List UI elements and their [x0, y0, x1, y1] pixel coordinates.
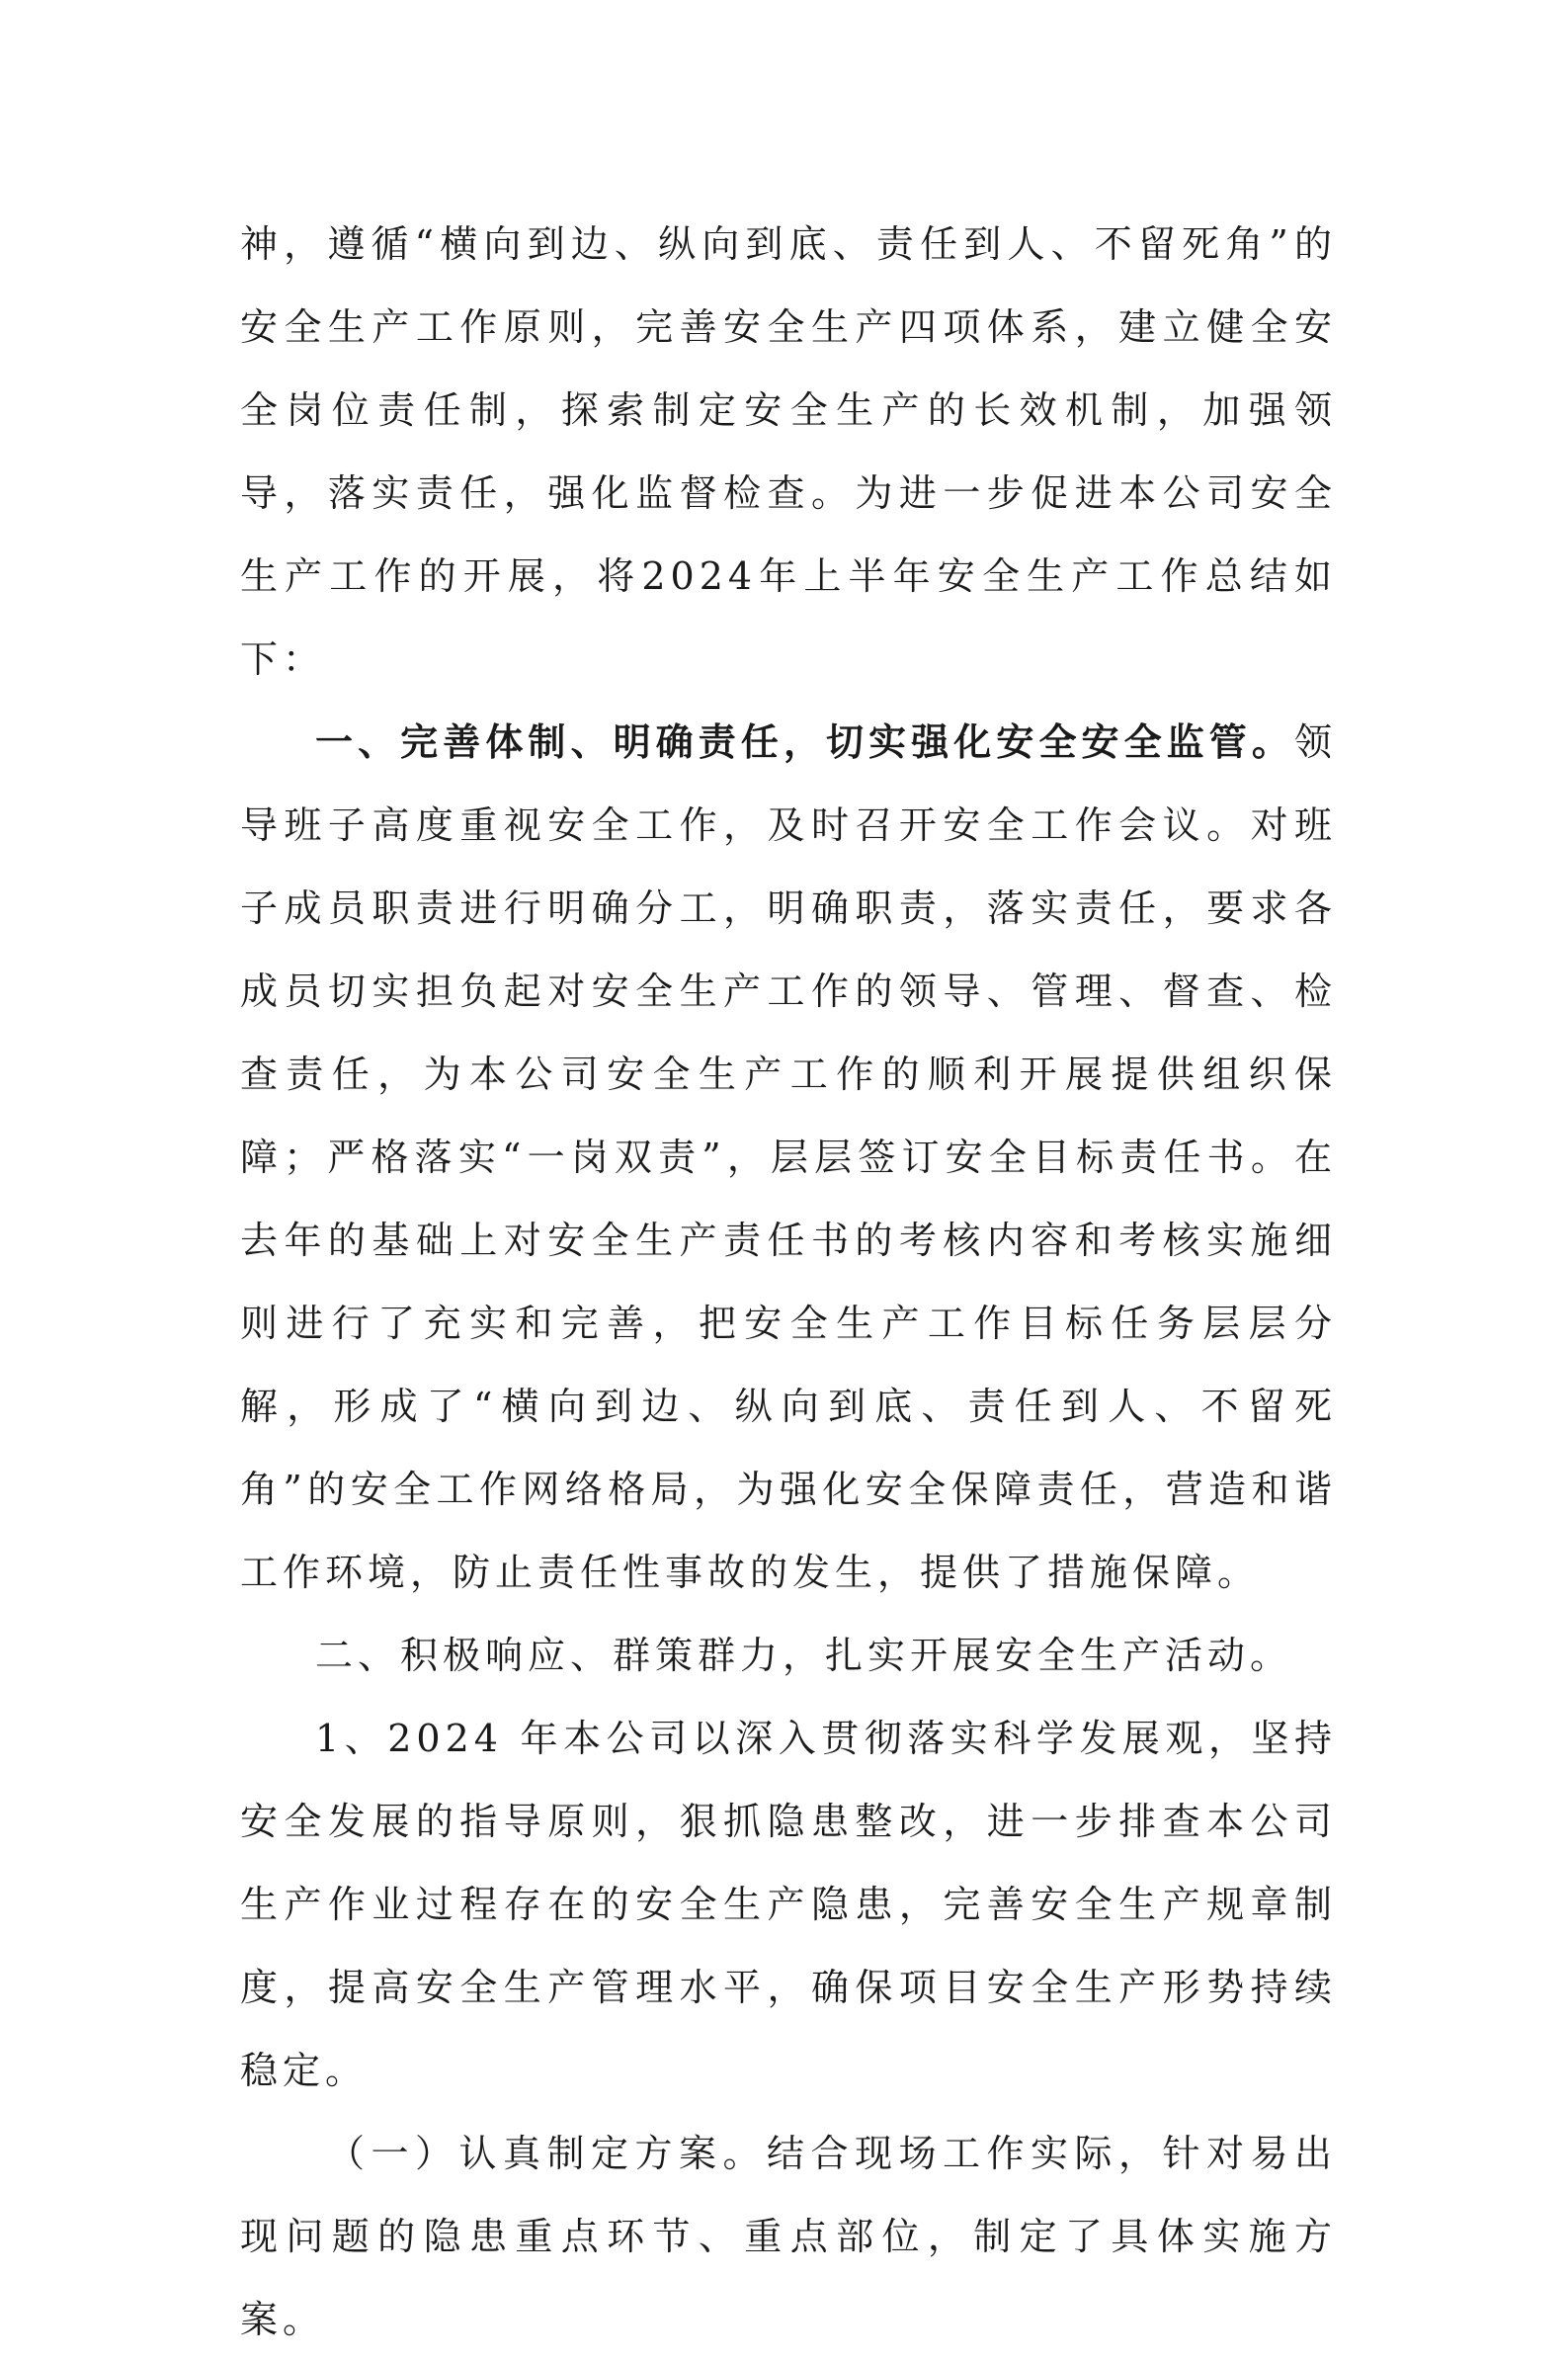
paragraph-item-one: [240, 1697, 1337, 2112]
paragraph-section-two-heading: [240, 1614, 1337, 1697]
document-body: [240, 203, 1337, 2361]
paragraph-section-one: [240, 701, 1337, 1614]
paragraph-text: 神，遵循“横向到边、纵向到底、责任到人、不留死角”的安全生产工作原则，完善安全生产四项体系，建立健全安全岗位责任制，探索制定安全生产的长效机制，加强领导，落实责任，强化监督检查。为进一步促进本公司安全生产工作的开展，将2024年上半年安全生产工作总结如下：: [240, 222, 1337, 681]
section-two-heading: 二、积极响应、群策群力，扎实开展安全生产活动。: [315, 1634, 1293, 1677]
paragraph-intro-continued: [240, 203, 1337, 701]
paragraph-text: 1、2024 年本公司以深入贯彻落实科学发展观，坚持安全发展的指导原则，狠抓隐患整改，进一步排查本公司生产作业过程存在的安全生产隐患，完善安全生产规章制度，提高安全生产管理水平，确保项目安全生产形势持续稳定。: [240, 1717, 1337, 2092]
paragraph-text: （一）认真制定方案。结合现场工作实际，针对易出现问题的隐患重点环节、重点部位，制定了具体实施方案。: [240, 2132, 1337, 2341]
paragraph-text: 领导班子高度重视安全工作，及时召开安全工作会议。对班子成员职责进行明确分工，明确职责，落实责任，要求各成员切实担负起对安全生产工作的领导、管理、督查、检查责任，为本公司安全生产工作的顺利开展提供组织保障；严格落实“一岗双责”，层层签订安全目标责任书。在去年的基础上对安全生产责任书的考核内容和考核实施细则进行了充实和完善，把安全生产工作目标任务层层分解，形成了“横向到边、纵向到底、责任到人、不留死角”的安全工作网络格局，为强化安全保障责任，营造和谐工作环境，防止责任性事故的发生，提供了措施保障。: [240, 720, 1337, 1594]
section-one-heading: 一、完善体制、明确责任，切实强化安全安全监管。: [315, 719, 1294, 764]
paragraph-subitem-one: [240, 2112, 1337, 2361]
